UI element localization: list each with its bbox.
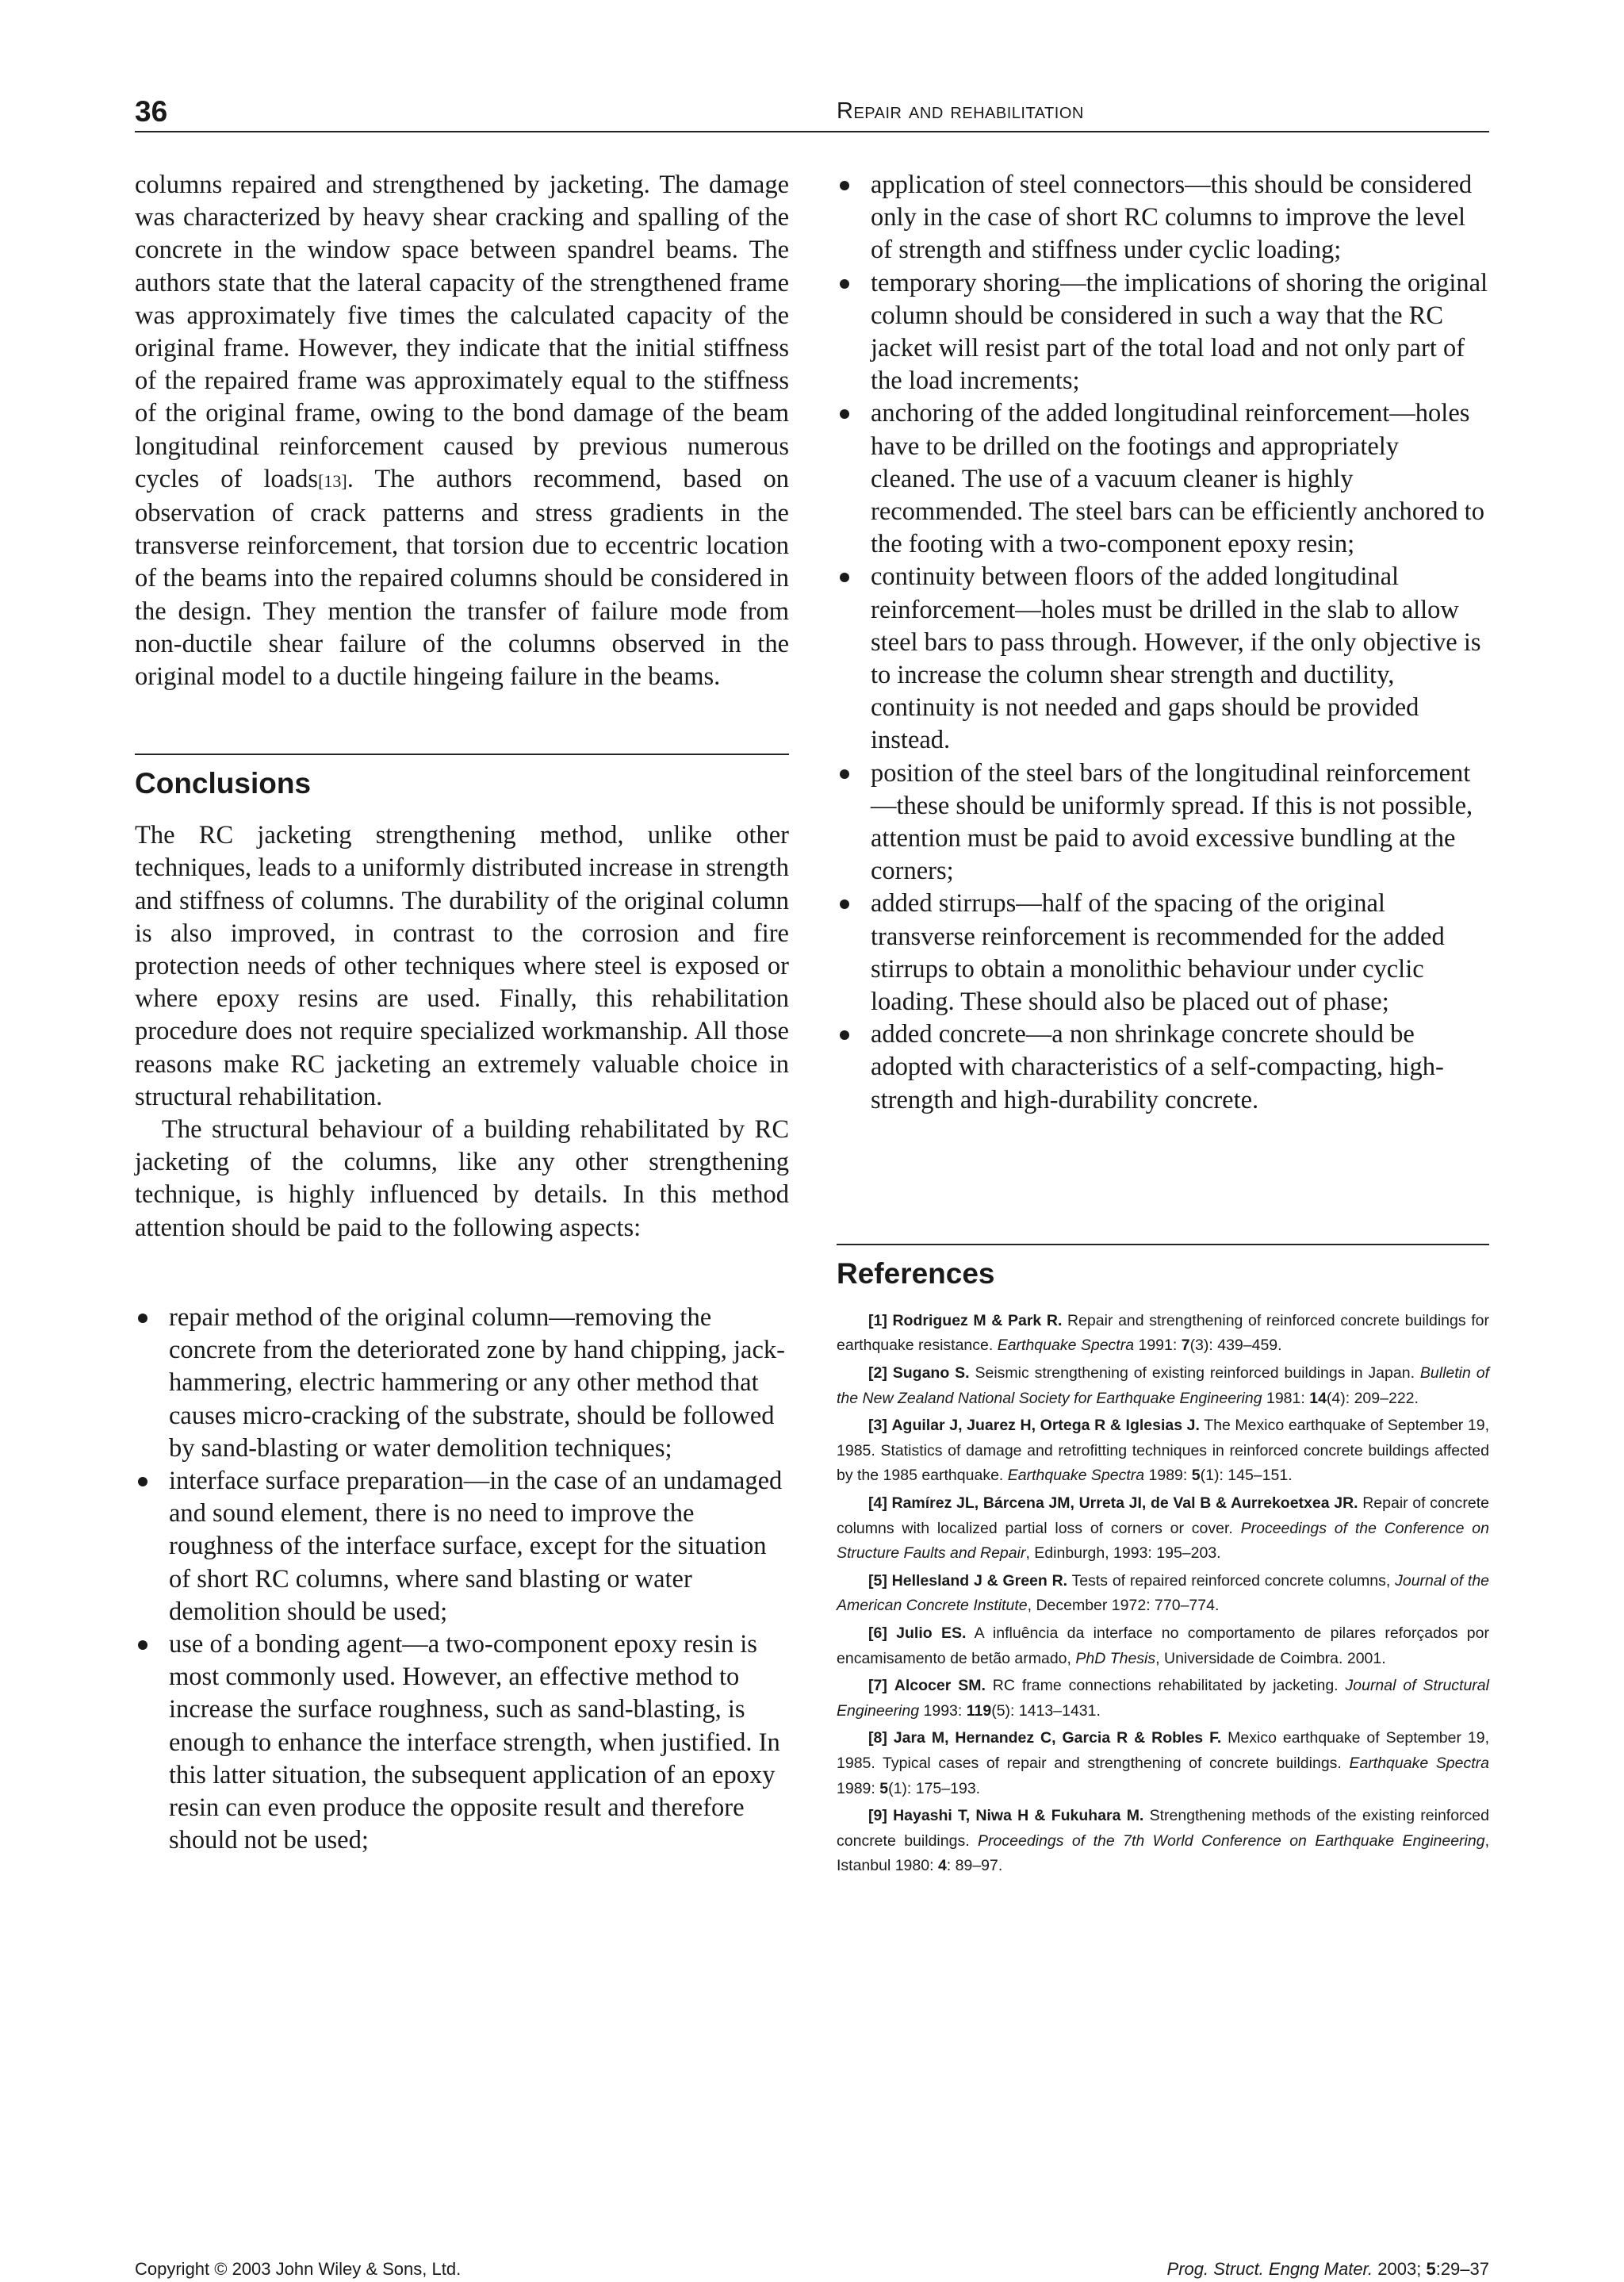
reference-year: 1989:	[1144, 1467, 1192, 1485]
reference-year: 1991:	[1134, 1337, 1182, 1355]
reference-source: Proceedings of the 7th World Conference on Earthquake Engineering	[978, 1831, 1485, 1850]
reference-year: , Universidade de Coimbra. 2001.	[1155, 1649, 1386, 1667]
reference-pages: 195–203.	[1156, 1544, 1221, 1563]
reference-number: [1]	[868, 1311, 887, 1329]
list-item: continuity between floors of the added longitudinal reinforcement—holes must be drilled in the slab to allow steel bars to pass through. However, if the only objective is to increase the column shear strength and ductility, continuity is not needed and gaps should be provided instead.	[837, 561, 1489, 757]
reference-title: The Mexico earthquake of September 19, 1985. Statistics of damage and retrofitting techniques in reinforced concrete buildings affected by the 1985 earthquake.	[837, 1417, 1490, 1485]
reference-year: 1989:	[837, 1779, 880, 1797]
reference-title: Mexico earthquake of September 19, 1985. Typical cases of repair and strengthening of concrete buildings.	[837, 1729, 1489, 1772]
journal-volume: 5	[1426, 2259, 1436, 2279]
reference-authors: Ramírez JL, Bárcena JM, Urreta JI, de Val B & Aurrekoetxea JR.	[891, 1494, 1358, 1513]
reference-number: [2]	[868, 1364, 887, 1383]
reference-title: RC frame connections rehabilitated by jacketing.	[985, 1677, 1346, 1695]
copyright-notice: Copyright © 2003 John Wiley & Sons, Ltd.	[135, 2259, 462, 2279]
reference-pages: (5): 1413–1431.	[991, 1701, 1101, 1720]
reference-source: Proceedings of the Conference on Structure Faults and Repair	[837, 1519, 1489, 1563]
reference-number: [6]	[868, 1624, 887, 1643]
reference-source: Journal of Structural Engineering	[837, 1677, 1489, 1720]
intro-text-continued: . The authors recommend, based on observation of crack patterns and stress gradients in the transverse reinforcement, that torsion due to eccentric location of the beams into the repaired columns should be considered in the design. They mention the transfer of failure mode from non-ductile shear failure of the columns observed in the original model to a ductile hingeing failure in the beams.	[135, 464, 789, 692]
reference-year: , December 1972:	[1027, 1597, 1155, 1615]
reference-list	[837, 1309, 1489, 1879]
journal-year: 2003;	[1373, 2259, 1427, 2279]
reference-title: Repair and strengthening of reinforced concrete buildings for earthquake resistance.	[837, 1311, 1489, 1355]
conclusions-paragraph-1: The RC jacketing strengthening method, unlike other techniques, leads to a uniformly distributed increase in strength and stiffness of columns. The durability of the original column is also improved, in contrast to the corrosion and fire protection needs of other techniques where steel is exposed or where epoxy resins are used. Finally, this rehabilitation procedure does not require specialized workmanship. All those reasons make RC jacketing an extremely valuable choice in structural rehabilitation.	[135, 821, 789, 1111]
reference-authors: Alcocer SM.	[894, 1677, 986, 1695]
reference-authors: Jara M, Hernandez C, Garcia R & Robles F.	[893, 1729, 1222, 1747]
reference-source: Earthquake Spectra	[1349, 1754, 1489, 1772]
references-rule	[837, 1244, 1489, 1245]
reference-pages: : 89–97.	[946, 1857, 1003, 1875]
reference-authors: Rodriguez M & Park R.	[892, 1311, 1063, 1329]
reference-authors: Sugano S.	[892, 1364, 970, 1383]
aspects-list-right	[837, 169, 1489, 1117]
reference-authors: Aguilar J, Juarez H, Ortega R & Iglesias J.	[891, 1417, 1200, 1435]
intro-paragraph	[135, 169, 789, 693]
reference-volume: 4	[937, 1857, 947, 1875]
list-item: added stirrups—half of the spacing of the original transverse reinforcement is recommended for the added stirrups to obtain a monolithic behaviour under cyclic loading. These should also be placed out of phase;	[837, 888, 1489, 1018]
reference-number: [8]	[868, 1729, 887, 1747]
reference-number: [3]	[868, 1417, 887, 1435]
reference-volume: 7	[1181, 1337, 1190, 1355]
reference-year: , Edinburgh, 1993:	[1025, 1544, 1157, 1563]
right-column	[837, 169, 1489, 1881]
reference-authors: Hayashi T, Niwa H & Fukuhara M.	[893, 1807, 1144, 1825]
reference-volume: 5	[1191, 1467, 1201, 1485]
reference-volume: 5	[879, 1779, 889, 1797]
list-item: repair method of the original column—removing the concrete from the deteriorated zone by hand chipping, jack-hammering, electric hammering or any other method that causes micro-cracking of the substrate, should be followed by sand-blasting or water demolition techniques;	[135, 1302, 789, 1465]
reference-title: Seismic strengthening of existing reinforced buildings in Japan.	[969, 1364, 1420, 1383]
list-item: temporary shoring—the implications of shoring the original column should be considered in such a way that the RC jacket will resist part of the total load and not only part of the load increments;	[837, 267, 1489, 398]
list-item: use of a bonding agent—a two-component epoxy resin is most commonly used. However, an effective method to increase the surface roughness, such as sand-blasting, is enough to enhance the interface strength, when justified. In this latter situation, the subsequent application of an epoxy resin can even produce the opposite result and therefore should not be used;	[135, 1628, 789, 1857]
reference-source: Journal of the American Concrete Institute	[837, 1571, 1490, 1615]
reference-source: Earthquake Spectra	[997, 1337, 1135, 1355]
reference-source: Earthquake Spectra	[1007, 1467, 1145, 1485]
reference-authors: Hellesland J & Green R.	[891, 1571, 1068, 1590]
reference-pages: (4): 209–222.	[1326, 1389, 1419, 1407]
reference-item	[837, 1674, 1489, 1724]
reference-item	[837, 1491, 1489, 1567]
reference-volume: 14	[1309, 1389, 1327, 1407]
reference-number: [4]	[868, 1494, 887, 1513]
reference-pages: 770–774.	[1155, 1597, 1220, 1615]
intro-text: columns repaired and strengthened by jacketing. The damage was characterized by heavy shear cracking and spalling of the concrete in the window space between spandrel beams. The authors state that the lateral capacity of the strengthened frame was approximately five times the calculated capacity of the original frame. However, they indicate that the initial stiffness of the repaired frame was approximately equal to the stiffness of the original frame, owing to the bond damage of the beam longitudinal reinforcement caused by previous numerous cycles of loads	[135, 171, 789, 493]
reference-item	[837, 1726, 1489, 1801]
reference-item	[837, 1621, 1489, 1671]
page-number: 36	[135, 95, 168, 128]
list-item: interface surface preparation—in the case of an undamaged and sound element, there is no need to improve the roughness of the interface surface, except for the situation of short RC columns, where sand blasting or water demolition should be used;	[135, 1465, 789, 1628]
aspects-list-left	[135, 1302, 789, 1857]
list-item: position of the steel bars of the longitudinal reinforcement—these should be uniformly spread. If this is not possible, attention must be paid to avoid excessive bundling at the corners;	[837, 757, 1489, 888]
reference-volume: 119	[966, 1701, 992, 1720]
reference-authors: Julio ES.	[896, 1624, 967, 1643]
citation-marker[interactable]: [13]	[318, 470, 347, 491]
journal-citation	[1167, 2259, 1489, 2280]
journal-name: Prog. Struct. Engng Mater.	[1166, 2259, 1373, 2279]
references-heading: References	[837, 1256, 995, 1290]
reference-title: Strengthening methods of the existing reinforced concrete buildings.	[837, 1807, 1490, 1850]
journal-pages: :29–37	[1435, 2259, 1489, 2279]
conclusions-paragraph-2: The structural behaviour of a building rehabilitated by RC jacketing of the columns, like any other strengthening technique, is highly influenced by details. In this method attention should be paid to the following aspects:	[135, 1115, 789, 1242]
reference-pages: (1): 175–193.	[888, 1779, 981, 1797]
reference-year: 1981:	[1262, 1389, 1310, 1407]
reference-item	[837, 1569, 1489, 1619]
reference-number: [5]	[868, 1571, 887, 1590]
reference-source: PhD Thesis	[1075, 1649, 1156, 1667]
reference-title: Tests of repaired reinforced concrete columns,	[1067, 1571, 1396, 1590]
reference-item	[837, 1309, 1489, 1359]
reference-title: Repair of concrete columns with localized partial loss of corners or cover.	[837, 1494, 1490, 1537]
reference-number: [7]	[868, 1677, 887, 1695]
reference-source: Bulletin of the New Zealand National Society for Earthquake Engineering	[837, 1364, 1490, 1407]
running-title: Repair and rehabilitation	[837, 98, 1084, 124]
conclusions-heading: Conclusions	[135, 767, 312, 800]
reference-pages: (3): 439–459.	[1189, 1337, 1282, 1355]
reference-year: , Istanbul 1980:	[837, 1831, 1489, 1875]
list-item: added concrete—a non shrinkage concrete should be adopted with characteristics of a self-compacting, high-strength and high-durability concrete.	[837, 1018, 1489, 1117]
reference-item	[837, 1413, 1489, 1489]
reference-year: 1993:	[919, 1701, 967, 1720]
reference-title: A influência da interface no comportamento de pilares reforçados por encamisamento de betão armado,	[837, 1624, 1489, 1667]
header-rule	[135, 131, 1489, 132]
left-column	[135, 169, 789, 1857]
reference-item	[837, 1804, 1489, 1879]
list-item: application of steel connectors—this should be considered only in the case of short RC columns to improve the level of strength and stiffness under cyclic loading;	[837, 169, 1489, 267]
reference-pages: (1): 145–151.	[1200, 1467, 1293, 1485]
conclusions-rule	[135, 754, 789, 755]
reference-number: [9]	[868, 1807, 887, 1825]
list-item: anchoring of the added longitudinal reinforcement—holes have to be drilled on the footings and appropriately cleaned. The use of a vacuum cleaner is highly recommended. The steel bars can be efficiently anchored to the footing with a two-component epoxy resin;	[837, 397, 1489, 561]
reference-item	[837, 1361, 1489, 1411]
